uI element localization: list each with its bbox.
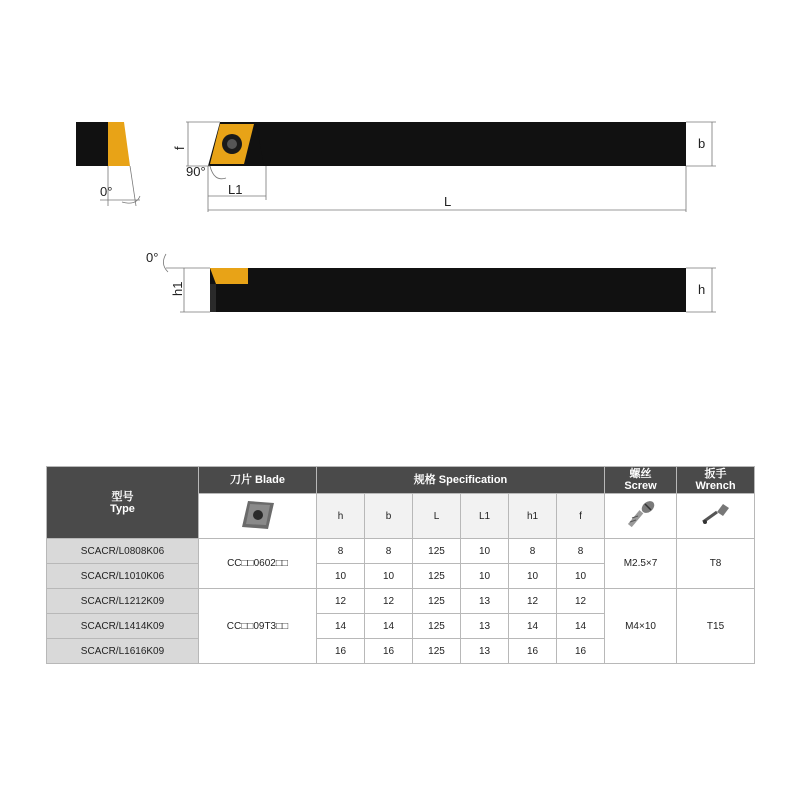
side-view-insert — [210, 268, 248, 284]
wrench-group-2: T15 — [677, 589, 755, 664]
type-header — [47, 467, 199, 539]
blade-icon-cell — [199, 494, 317, 539]
dim-f: f — [172, 146, 187, 150]
wrench-group-1: T8 — [677, 539, 755, 589]
blade-group-2: CC□□09T3□□ — [199, 589, 317, 664]
type-header-en: Type — [110, 502, 135, 515]
spec-header: 规格 Specification — [317, 467, 605, 494]
type-cell: SCACR/L1414K09 — [47, 614, 199, 639]
type-header-cn: 型号 — [111, 490, 134, 503]
end-view-insert — [108, 122, 130, 166]
dim-b: b — [698, 136, 706, 151]
wrench-header: 扳手 Wrench — [677, 467, 755, 494]
type-cell: SCACR/L1010K06 — [47, 564, 199, 589]
end-view-angle-label: 0° — [100, 184, 113, 199]
screw-group-2: M4×10 — [605, 589, 677, 664]
side-view — [146, 250, 716, 312]
top-view — [172, 122, 716, 212]
spec-col-h1: h1 — [509, 494, 557, 539]
dim-h1: h1 — [170, 281, 185, 296]
spec-col-L: L — [413, 494, 461, 539]
screw-icon — [624, 498, 658, 532]
blade-insert-icon — [238, 497, 278, 533]
screw-icon-cell — [605, 494, 677, 539]
spec-col-b: b — [365, 494, 413, 539]
blade-header: 刀片 Blade — [199, 467, 317, 494]
type-cell: SCACR/L0808K06 — [47, 539, 199, 564]
side-view-head-cut — [210, 284, 216, 312]
dim-h: h — [698, 282, 706, 297]
type-cell: SCACR/L1616K09 — [47, 639, 199, 664]
dim-L: L — [444, 194, 452, 209]
spec-col-L1: L1 — [461, 494, 509, 539]
spec-col-h: h — [317, 494, 365, 539]
end-view — [76, 122, 140, 206]
side-view-shank — [210, 268, 686, 312]
dim-angle-90: 90° — [186, 164, 206, 179]
spec-table: 型号 Type 刀片 Blade 规格 Specification 螺丝 Screw 扳手 Wrench h b L L1 h1 f SCACR/L0808K06 CC□□0602□□ 8 8 125 10 8 8 M2.5×7 T8 SCACR/L1010K06 10 10 125 10 10 10 SCACR/L1212K09 CC□□09T3□□ 12 12 125 13 12 12 M4×10 T15 SCACR/L1414K09 14 14 125 13 14 14 SCACR/L1616K09 16 16 125 13 16 16 — [46, 466, 755, 664]
spec-col-f: f — [557, 494, 605, 539]
top-view-shank — [248, 122, 686, 166]
screw-group-1: M2.5×7 — [605, 539, 677, 589]
type-cell: SCACR/L1212K09 — [47, 589, 199, 614]
wrench-icon — [699, 498, 733, 532]
screw-header: 螺丝 Screw — [605, 467, 677, 494]
side-view-angle-label: 0° — [146, 250, 159, 265]
end-view-body — [76, 122, 108, 166]
dim-L1: L1 — [228, 182, 243, 197]
wrench-icon-cell — [677, 494, 755, 539]
blade-group-1: CC□□0602□□ — [199, 539, 317, 589]
